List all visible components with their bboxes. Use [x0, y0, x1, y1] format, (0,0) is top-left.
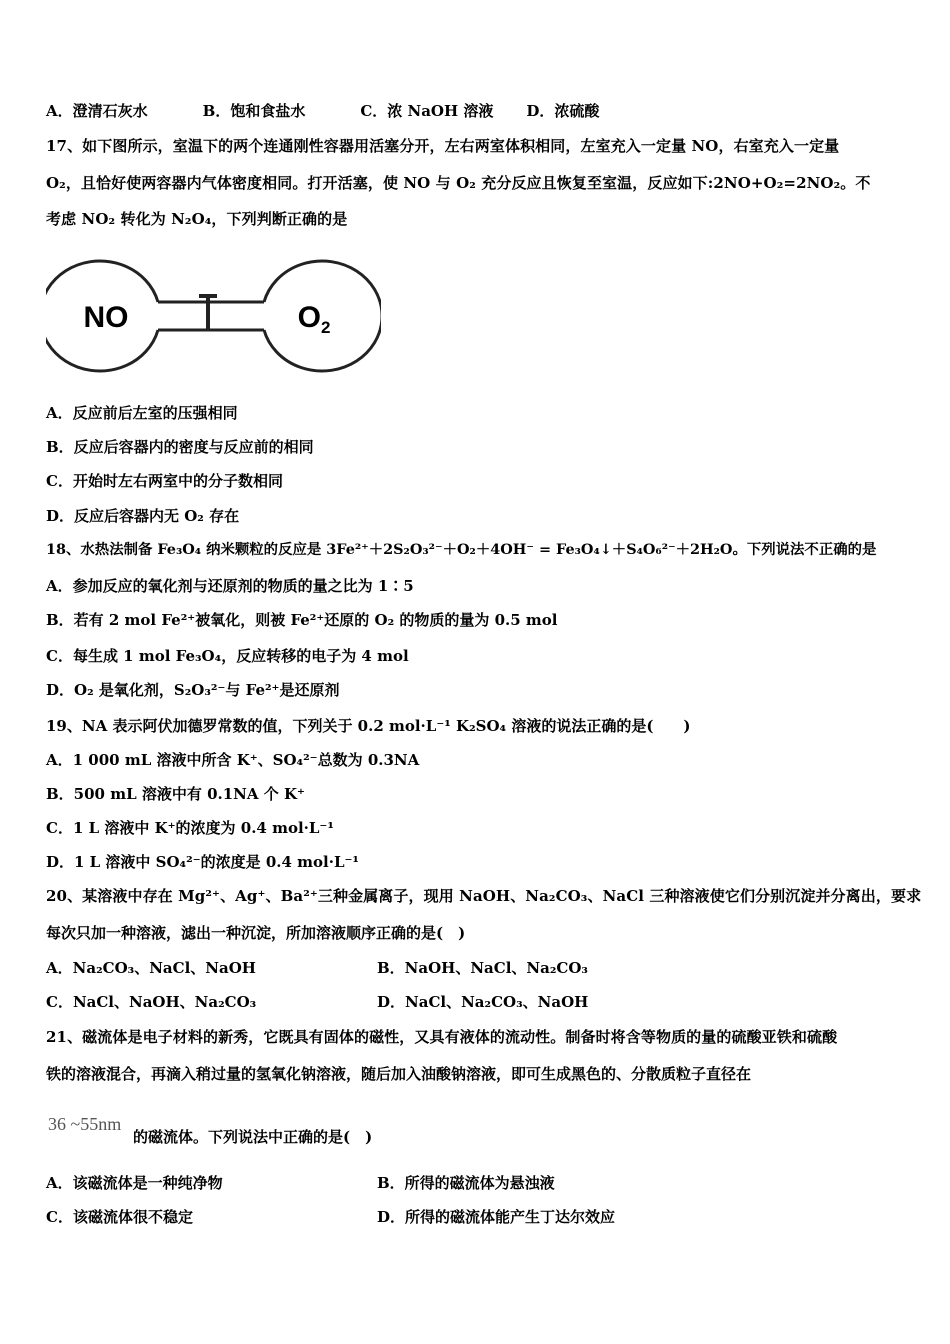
q20-stem-line1: 20、某溶液中存在 Mg²⁺、Ag⁺、Ba²⁺三种金属离子，现用 NaOH、Na₂CO₃、NaCl 三种溶液使它们分别沉淀并分离出，要求: [46, 887, 922, 905]
q21-option-a: A．该磁流体是一种纯净物: [46, 1174, 223, 1192]
q19-stem: 19、NA 表示阿伏加德罗常数的值，下列关于 0.2 mol·L⁻¹ K₂SO₄ 溶液的说法正确的是( ): [46, 717, 691, 735]
q16-option-d: D．浓硫酸: [526, 102, 600, 120]
q20-option-b: B．NaOH、NaCl、Na₂CO₃: [377, 959, 588, 977]
q16-options-row: [46, 101, 599, 121]
diagram-label-o2: $O_2$: [297, 301, 331, 337]
q17-container-diagram: [46, 258, 381, 374]
q19-option-c: C．1 L 溶液中 K⁺的浓度为 0.4 mol·L⁻¹: [46, 819, 334, 837]
q16-option-b: B．饱和食盐水: [202, 102, 306, 120]
diagram-label-no: NO: [83, 301, 129, 334]
q20-option-a: A．Na₂CO₃、NaCl、NaOH: [46, 959, 256, 977]
q21-option-c: C．该磁流体很不稳定: [46, 1208, 193, 1226]
q21-size-range: 36 ~55nm: [48, 1114, 122, 1134]
q17-option-b: B．反应后容器内的密度与反应前的相同: [46, 438, 314, 456]
q18-stem: 18、水热法制备 Fe₃O₄ 纳米颗粒的反应是 3Fe²⁺＋2S₂O₃²⁻＋O₂＋4OH⁻ = Fe₃O₄↓＋S₄O₆²⁻＋2H₂O。下列说法不正确的是: [46, 541, 877, 558]
q19-option-d: D．1 L 溶液中 SO₄²⁻的浓度是 0.4 mol·L⁻¹: [46, 853, 359, 871]
q18-option-c: C．每生成 1 mol Fe₃O₄，反应转移的电子为 4 mol: [46, 647, 409, 665]
q17-stem-line3: 考虑 NO₂ 转化为 N₂O₄，下列判断正确的是: [46, 210, 348, 228]
q17-stem-line2: O₂，且恰好使两容器内气体密度相同。打开活塞，使 NO 与 O₂ 充分反应且恢复至室温，反应如下:2NO+O₂=2NO₂。不: [46, 174, 871, 192]
q21-stem-line1: 21、磁流体是电子材料的新秀，它既具有固体的磁性，又具有液体的流动性。制备时将含等物质的量的硫酸亚铁和硫酸: [46, 1028, 838, 1046]
q21-stem-line2: 铁的溶液混合，再滴入稍过量的氢氧化钠溶液，随后加入油酸钠溶液，即可生成黑色的、分散质粒子直径在: [46, 1065, 752, 1083]
q19-option-a: A．1 000 mL 溶液中所含 K⁺、SO₄²⁻总数为 0.3NA: [46, 751, 420, 769]
q18-option-b: B．若有 2 mol Fe²⁺被氧化，则被 Fe²⁺还原的 O₂ 的物质的量为 0.5 mol: [46, 611, 558, 629]
q18-option-a: A．参加反应的氧化剂与还原剂的物质的量之比为 1∶5: [46, 577, 414, 595]
q21-option-b: B．所得的磁流体为悬浊液: [377, 1174, 555, 1192]
q20-stem-line2: 每次只加一种溶液，滤出一种沉淀，所加溶液顺序正确的是( ): [46, 924, 466, 942]
q20-option-c: C．NaCl、NaOH、Na₂CO₃: [46, 993, 257, 1011]
q19-option-b: B．500 mL 溶液中有 0.1NA 个 K⁺: [46, 785, 305, 803]
q17-option-c: C．开始时左右两室中的分子数相同: [46, 472, 283, 490]
q17-option-d: D．反应后容器内无 O₂ 存在: [46, 507, 240, 525]
q20-option-d: D．NaCl、Na₂CO₃、NaOH: [377, 993, 589, 1011]
q16-option-c: C．浓 NaOH 溶液: [360, 102, 494, 120]
q21-option-d: D．所得的磁流体能产生丁达尔效应: [377, 1208, 616, 1226]
q17-stem-line1: 17、如下图所示，室温下的两个连通刚性容器用活塞分开，左右两室体积相同，左室充入一定量 NO，右室充入一定量: [46, 137, 840, 155]
q21-stem-line3: 的磁流体。下列说法中正确的是( ): [133, 1128, 373, 1146]
q16-option-a: A．澄清石灰水: [46, 102, 148, 120]
q17-option-a: A．反应前后左室的压强相同: [46, 404, 238, 422]
q18-option-d: D．O₂ 是氧化剂，S₂O₃²⁻与 Fe²⁺是还原剂: [46, 681, 340, 699]
